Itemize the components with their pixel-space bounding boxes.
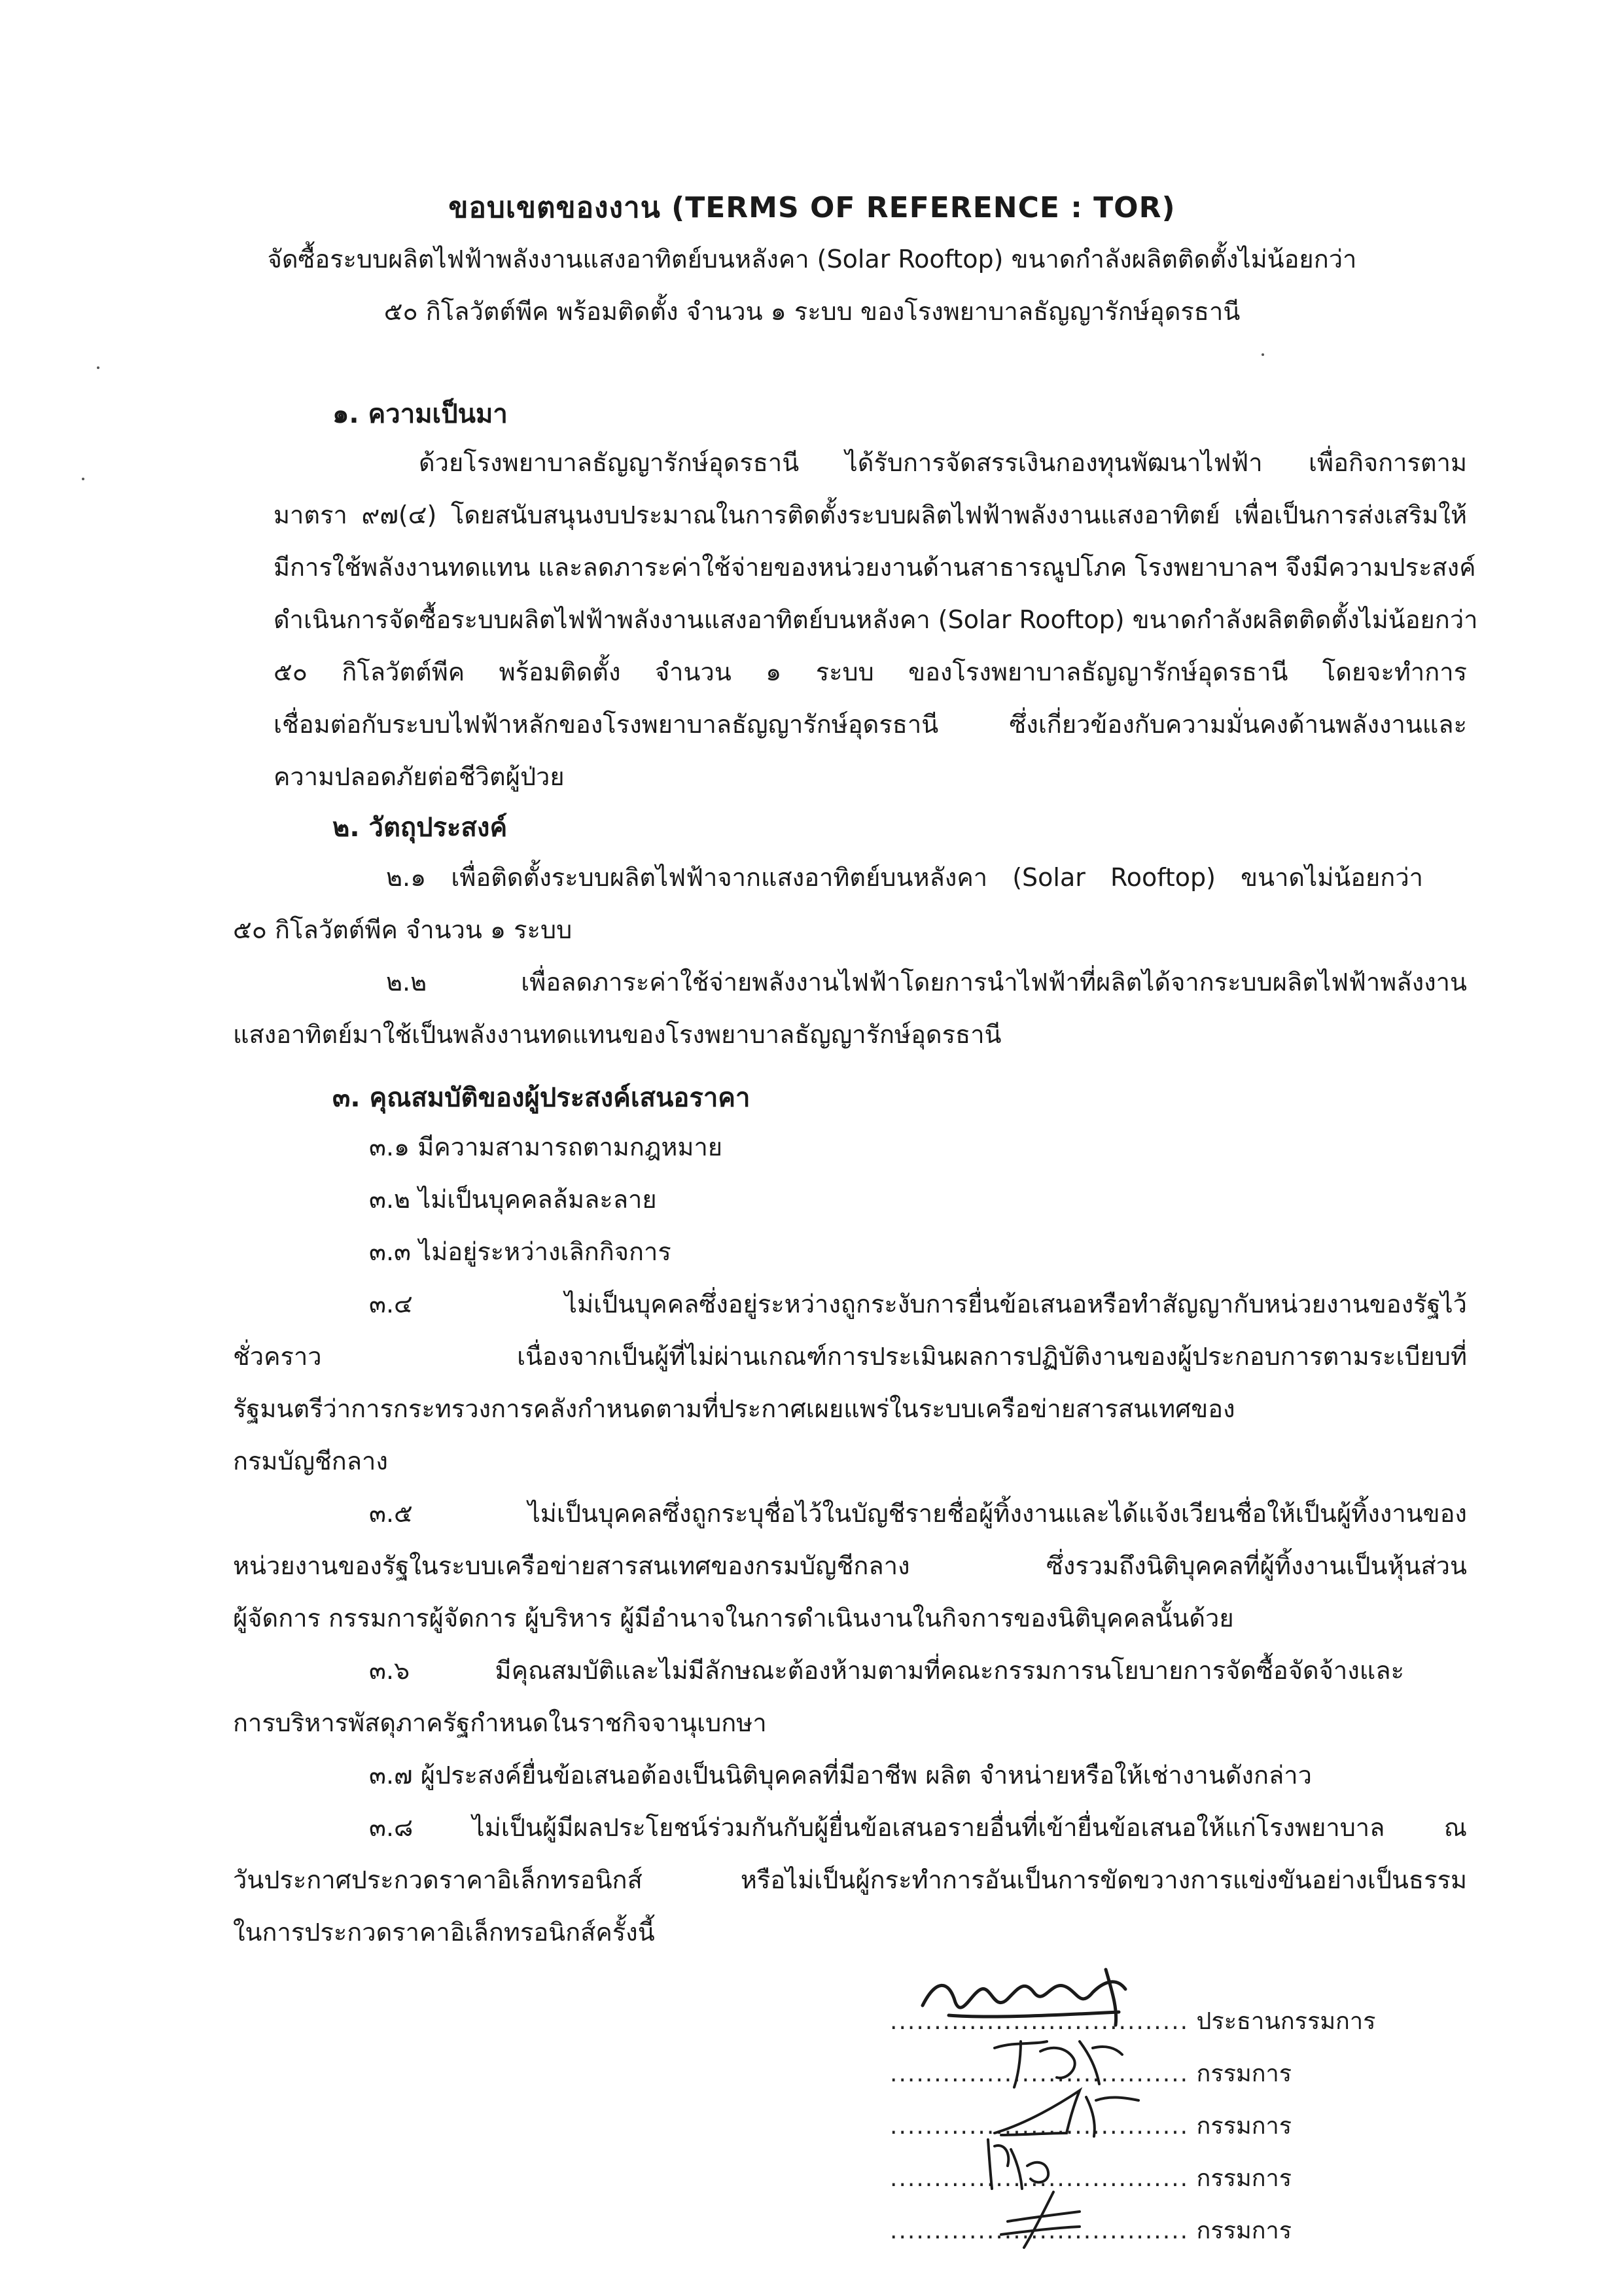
signature-role: กรรมการ [1196,2060,1292,2087]
section-2-line: ๒.๑ เพื่อติดตั้งระบบผลิตไฟฟ้าจากแสงอาทิตย์บนหลังคา (Solar Rooftop) ขนาดไม่น้อยกว่า [386,863,1423,892]
section-3-line: ๓.๕ ไม่เป็นบุคคลซึ่งถูกระบุชื่อไว้ในบัญชีรายชื่อผู้ทิ้งงานและได้แจ้งเวียนชื่อให้เป็นผู้ทิ้งงานของ [369,1499,1467,1528]
section-3-heading: ๓. คุณสมบัติของผู้ประสงค์เสนอราคา [332,1083,750,1113]
section-1-line: มีการใช้พลังงานทดแทน และลดภาระค่าใช้จ่ายของหน่วยงานด้านสาธารณูปโภค โรงพยาบาลฯ จึงมีความประสงค์ [274,553,1476,582]
section-3-line: ในการประกวดราคาอิเล็กทรอนิกส์ครั้งนี้ [233,1918,655,1947]
section-3-line: ผู้จัดการ กรรมการผู้จัดการ ผู้บริหาร ผู้มีอำนาจในการดำเนินงานในกิจการของนิติบุคคลนั้นด้วย [233,1604,1234,1633]
signature-role: กรรมการ [1196,2113,1292,2140]
section-3-line: ๓.๖ มีคุณสมบัติและไม่มีลักษณะต้องห้ามตามที่คณะกรรมการนโยบายการจัดซื้อจัดจ้างและ [369,1656,1404,1685]
section-1-line: เชื่อมต่อกับระบบไฟฟ้าหลักของโรงพยาบาลธัญญารักษ์อุดรธานี ซึ่งเกี่ยวข้องกับความมั่นคงด้านพลังงานและ [274,710,1467,739]
section-3-line: หน่วยงานของรัฐในระบบเครือข่ายสารสนเทศของกรมบัญชีกลาง ซึ่งรวมถึงนิติบุคคลที่ผู้ทิ้งงานเป็นหุ้นส่วน [233,1551,1467,1580]
signature-dots: .................................. [890,2060,1190,2087]
section-1-line: ด้วยโรงพยาบาลธัญญารักษ์อุดรธานี ได้รับการจัดสรรเงินกองทุนพัฒนาไฟฟ้า เพื่อกิจการตาม [419,448,1467,477]
section-2-heading: ๒. วัตถุประสงค์ [332,813,508,843]
section-1-heading: ๑. ความเป็นมา [332,399,508,429]
handwritten-signature-5 [981,2182,1099,2254]
section-3-line: ชั่วคราว เนื่องจากเป็นผู้ที่ไม่ผ่านเกณฑ์การประเมินผลการปฏิบัติงานของผู้ประกอบการตามระเบียบที่ [233,1342,1467,1371]
section-3-line: วันประกาศประกวดราคาอิเล็กทรอนิกส์ หรือไม่เป็นผู้กระทำการอันเป็นการขัดขวางการแข่งขันอย่างเป็นธรรม [233,1865,1467,1894]
signature-role: ประธานกรรมการ [1196,2008,1376,2035]
section-1-line: ความปลอดภัยต่อชีวิตผู้ป่วย [274,762,565,791]
section-3-line: รัฐมนตรีว่าการกระทรวงการคลังกำหนดตามที่ประกาศเผยแพร่ในระบบเครือข่ายสารสนเทศของ [233,1394,1235,1423]
signature-dots: .................................. [890,2217,1190,2244]
signature-dots: .................................. [890,2113,1190,2140]
section-2-line: ๒.๒ เพื่อลดภาระค่าใช้จ่ายพลังงานไฟฟ้าโดยการนำไฟฟ้าที่ผลิตได้จากระบบผลิตไฟฟ้าพลังงาน [386,968,1467,997]
document-title: ขอบเขตของงาน (TERMS OF REFERENCE : TOR) [448,191,1176,224]
section-3-line: ๓.๗ ผู้ประสงค์ยื่นข้อเสนอต้องเป็นนิติบุคคลที่มีอาชีพ ผลิต จำหน่ายหรือให้เช่างานดังกล่าว [369,1761,1312,1790]
document-subtitle-line-2: ๕๐ กิโลวัตต์พีค พร้อมติดตั้ง จำนวน ๑ ระบบ ของโรงพยาบาลธัญญารักษ์อุดรธานี [383,297,1241,326]
section-3-line: ๓.๘ ไม่เป็นผู้มีผลประโยชน์ร่วมกันกับผู้ยื่นข้อเสนอรายอื่นที่เข้ายื่นข้อเสนอให้แก่โรงพยาบาล ณ [369,1813,1467,1842]
section-3-line: ๓.๒ ไม่เป็นบุคคลล้มละลาย [369,1185,657,1214]
section-1-line: ๕๐ กิโลวัตต์พีค พร้อมติดตั้ง จำนวน ๑ ระบบ ของโรงพยาบาลธัญญารักษ์อุดรธานี โดยจะทำการ [274,658,1467,686]
section-3-line: ๓.๓ ไม่อยู่ระหว่างเลิกกิจการ [369,1237,671,1266]
signature-dots: .................................. [890,2008,1190,2035]
scan-speck [1262,353,1264,356]
section-1-line: มาตรา ๙๗(๔) โดยสนับสนุนงบประมาณในการติดตั้งระบบผลิตไฟฟ้าพลังงานแสงอาทิตย์ เพื่อเป็นการส่งเสริมให้ [274,501,1467,529]
scan-speck [82,478,84,480]
section-3-line: กรมบัญชีกลาง [233,1447,388,1475]
signature-role: กรรมการ [1196,2165,1292,2192]
section-3-line: ๓.๑ มีความสามารถตามกฎหมาย [369,1133,723,1161]
document-subtitle-line-1: จัดซื้อระบบผลิตไฟฟ้าพลังงานแสงอาทิตย์บนหลังคา (Solar Rooftop) ขนาดกำลังผลิตติดตั้งไม่น้อยกว่า [267,245,1357,274]
signature-dots: .................................. [890,2165,1190,2192]
section-1-line: ดำเนินการจัดซื้อระบบผลิตไฟฟ้าพลังงานแสงอาทิตย์บนหลังคา (Solar Rooftop) ขนาดกำลังผลิตติดตั้งไม่น้อยกว่า [274,605,1478,634]
section-3-line: การบริหารพัสดุภาครัฐกำหนดในราชกิจจานุเบกษา [233,1708,767,1737]
section-2-line: ๕๐ กิโลวัตต์พีค จำนวน ๑ ระบบ [233,915,573,944]
signature-role: กรรมการ [1196,2217,1292,2244]
scan-speck [97,366,99,369]
section-3-line: ๓.๔ ไม่เป็นบุคคลซึ่งอยู่ระหว่างถูกระงับการยื่นข้อเสนอหรือทำสัญญากับหน่วยงานของรัฐไว้ [369,1290,1467,1318]
section-2-line: แสงอาทิตย์มาใช้เป็นพลังงานทดแทนของโรงพยาบาลธัญญารักษ์อุดรธานี [233,1020,1002,1049]
